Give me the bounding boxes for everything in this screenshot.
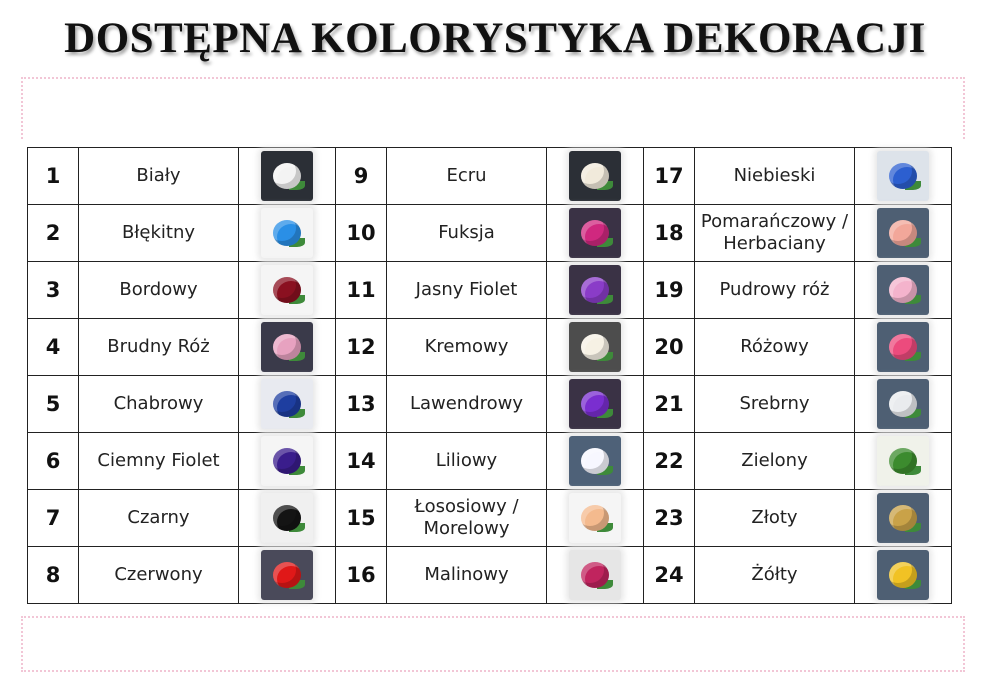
- color-number: 11: [336, 262, 387, 319]
- table-row: [28, 376, 952, 433]
- color-number: 1: [28, 148, 79, 205]
- decorative-dotted-frame-bottom: [21, 616, 965, 672]
- flower-sample-image: [261, 550, 313, 600]
- color-sample-cell: [239, 490, 336, 547]
- color-sample-cell: [855, 433, 952, 490]
- color-name: Ciemny Fiolet: [79, 433, 239, 490]
- flower-sample-image: [877, 493, 929, 543]
- color-number: 16: [336, 547, 387, 604]
- color-name: Lawendrowy: [387, 376, 547, 433]
- rose-icon: [581, 163, 609, 189]
- color-sample-cell: [855, 547, 952, 604]
- rose-icon: [273, 334, 301, 360]
- rose-icon: [889, 334, 917, 360]
- color-sample-cell: [547, 262, 644, 319]
- table-row: [28, 547, 952, 604]
- color-number: 10: [336, 205, 387, 262]
- color-number: 12: [336, 319, 387, 376]
- rose-icon: [889, 163, 917, 189]
- color-sample-cell: [547, 376, 644, 433]
- flower-sample-image: [877, 265, 929, 315]
- color-name: Czarny: [79, 490, 239, 547]
- color-number: 15: [336, 490, 387, 547]
- color-number: 3: [28, 262, 79, 319]
- color-sample-cell: [547, 319, 644, 376]
- flower-sample-image: [261, 208, 313, 258]
- flower-sample-image: [569, 493, 621, 543]
- color-number: 6: [28, 433, 79, 490]
- decorative-dotted-frame-top: [21, 77, 965, 139]
- flower-sample-image: [877, 151, 929, 201]
- rose-icon: [889, 220, 917, 246]
- color-name: Czerwony: [79, 547, 239, 604]
- color-name: Bordowy: [79, 262, 239, 319]
- rose-icon: [889, 562, 917, 588]
- rose-icon: [581, 448, 609, 474]
- color-sample-cell: [239, 433, 336, 490]
- color-name: Brudny Róż: [79, 319, 239, 376]
- flower-sample-image: [261, 265, 313, 315]
- color-name: Różowy: [695, 319, 855, 376]
- color-sample-cell: [855, 262, 952, 319]
- color-number: 5: [28, 376, 79, 433]
- table-row: [28, 319, 952, 376]
- color-name: Błękitny: [79, 205, 239, 262]
- color-number: 2: [28, 205, 79, 262]
- color-number: 21: [644, 376, 695, 433]
- color-number: 7: [28, 490, 79, 547]
- flower-sample-image: [569, 322, 621, 372]
- rose-icon: [581, 505, 609, 531]
- color-sample-cell: [239, 148, 336, 205]
- color-number: 23: [644, 490, 695, 547]
- color-name: Malinowy: [387, 547, 547, 604]
- flower-sample-image: [877, 436, 929, 486]
- flower-sample-image: [261, 379, 313, 429]
- rose-icon: [273, 277, 301, 303]
- flower-sample-image: [569, 379, 621, 429]
- rose-icon: [581, 277, 609, 303]
- color-sample-cell: [855, 490, 952, 547]
- rose-icon: [581, 220, 609, 246]
- color-name: Srebrny: [695, 376, 855, 433]
- flower-sample-image: [877, 550, 929, 600]
- color-name: Niebieski: [695, 148, 855, 205]
- flower-sample-image: [569, 151, 621, 201]
- flower-sample-image: [261, 151, 313, 201]
- page-title: DOSTĘPNA KOLORYSTYKA DEKORACJI: [64, 15, 926, 62]
- rose-icon: [889, 448, 917, 474]
- table-row: [28, 490, 952, 547]
- flower-sample-image: [569, 208, 621, 258]
- rose-icon: [273, 391, 301, 417]
- rose-icon: [273, 562, 301, 588]
- color-number: 14: [336, 433, 387, 490]
- color-name: Łososiowy / Morelowy: [387, 490, 547, 547]
- color-number: 18: [644, 205, 695, 262]
- color-sample-cell: [239, 376, 336, 433]
- table-row: [28, 148, 952, 205]
- flower-sample-image: [569, 265, 621, 315]
- color-table: [27, 147, 952, 604]
- color-sample-cell: [855, 319, 952, 376]
- flower-sample-image: [877, 208, 929, 258]
- color-sample-cell: [855, 148, 952, 205]
- color-name: Złoty: [695, 490, 855, 547]
- rose-icon: [889, 505, 917, 531]
- color-sample-cell: [239, 547, 336, 604]
- color-name: Liliowy: [387, 433, 547, 490]
- rose-icon: [273, 505, 301, 531]
- color-name: Zielony: [695, 433, 855, 490]
- rose-icon: [581, 562, 609, 588]
- color-number: 13: [336, 376, 387, 433]
- color-sample-cell: [547, 547, 644, 604]
- color-sample-cell: [547, 205, 644, 262]
- flower-sample-image: [877, 322, 929, 372]
- rose-icon: [273, 220, 301, 246]
- rose-icon: [889, 391, 917, 417]
- flower-sample-image: [569, 550, 621, 600]
- color-sample-cell: [239, 262, 336, 319]
- color-name: Pudrowy róż: [695, 262, 855, 319]
- color-sample-cell: [547, 148, 644, 205]
- flower-sample-image: [569, 436, 621, 486]
- color-number: 22: [644, 433, 695, 490]
- color-name: Fuksja: [387, 205, 547, 262]
- color-number: 9: [336, 148, 387, 205]
- flower-sample-image: [261, 436, 313, 486]
- rose-icon: [581, 391, 609, 417]
- color-number: 19: [644, 262, 695, 319]
- color-number: 24: [644, 547, 695, 604]
- color-name: Żółty: [695, 547, 855, 604]
- color-name: Chabrowy: [79, 376, 239, 433]
- table-row: [28, 262, 952, 319]
- rose-icon: [581, 334, 609, 360]
- color-sample-cell: [239, 319, 336, 376]
- flower-sample-image: [261, 493, 313, 543]
- color-name: Ecru: [387, 148, 547, 205]
- rose-icon: [273, 163, 301, 189]
- color-sample-cell: [855, 205, 952, 262]
- table-row: [28, 433, 952, 490]
- table-row: [28, 205, 952, 262]
- color-name: Kremowy: [387, 319, 547, 376]
- color-sample-cell: [855, 376, 952, 433]
- color-sample-cell: [547, 490, 644, 547]
- rose-icon: [889, 277, 917, 303]
- color-name: Biały: [79, 148, 239, 205]
- color-sample-cell: [547, 433, 644, 490]
- color-sample-cell: [239, 205, 336, 262]
- color-name: Pomarańczowy / Herbaciany: [695, 205, 855, 262]
- rose-icon: [273, 448, 301, 474]
- color-name: Jasny Fiolet: [387, 262, 547, 319]
- flower-sample-image: [261, 322, 313, 372]
- color-number: 20: [644, 319, 695, 376]
- color-number: 17: [644, 148, 695, 205]
- color-number: 4: [28, 319, 79, 376]
- flower-sample-image: [877, 379, 929, 429]
- color-number: 8: [28, 547, 79, 604]
